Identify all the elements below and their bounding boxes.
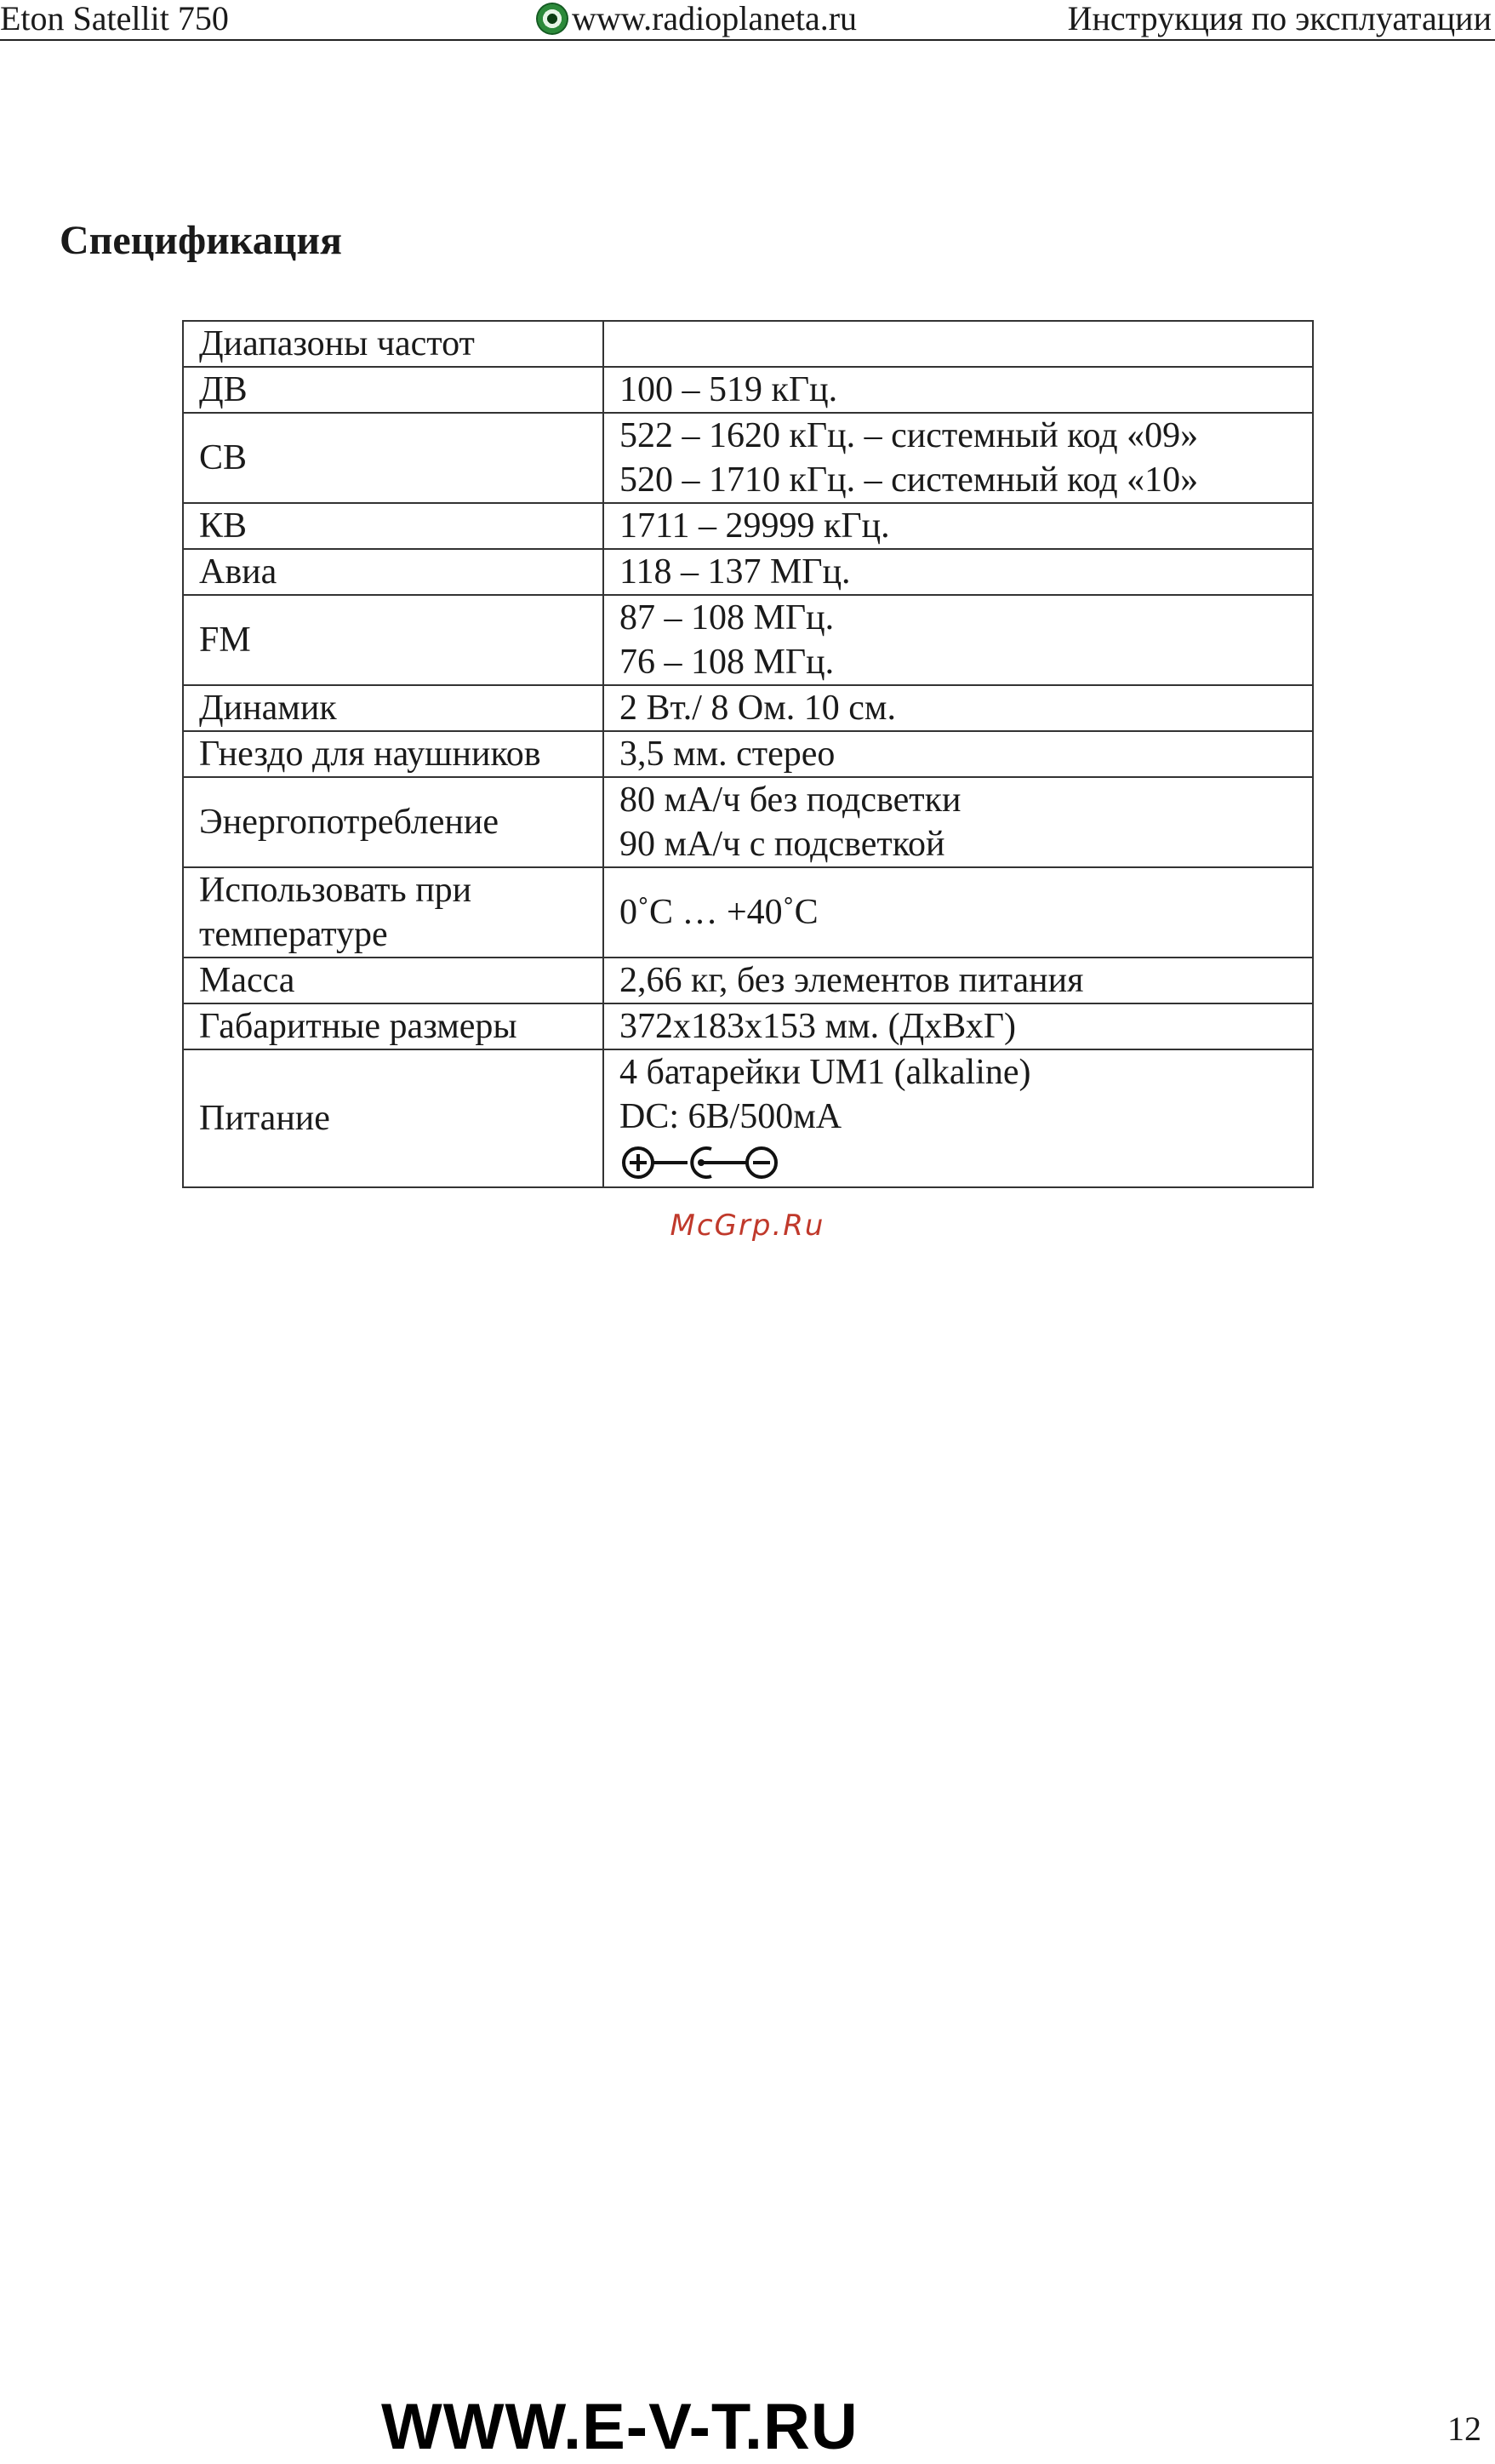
header-product-name: Eton Satellit 750 <box>0 0 229 37</box>
spec-value <box>603 503 1313 549</box>
spec-label: Диапазоны частот <box>183 321 603 367</box>
table-row <box>183 1049 1313 1187</box>
spec-value <box>603 367 1313 413</box>
spec-label: Авиа <box>183 549 603 595</box>
spec-value-line: 1711 – 29999 кГц. <box>619 506 890 546</box>
table-row <box>183 595 1313 685</box>
page-header <box>0 0 1495 41</box>
spec-value-line: 2 Вт./ 8 Ом. 10 см. <box>619 689 897 728</box>
section-title: Спецификация <box>60 218 343 263</box>
spec-value-line: 87 – 108 МГц. <box>619 598 835 637</box>
spec-label: Гнездо для наушников <box>183 731 603 777</box>
table-row <box>183 1003 1313 1049</box>
table-row <box>183 321 1313 367</box>
spec-value-line: 118 – 137 МГц. <box>619 552 851 592</box>
header-website[interactable] <box>536 0 857 37</box>
spec-value-line: 3,5 мм. стерео <box>619 735 836 774</box>
table-row <box>183 549 1313 595</box>
spec-value <box>603 867 1313 958</box>
spec-value <box>603 685 1313 731</box>
spec-value-line: 0˚C … +40˚C <box>619 893 819 932</box>
spec-value <box>603 549 1313 595</box>
spec-value <box>603 958 1313 1003</box>
spec-value-line: 372х183х153 мм. (ДхВхГ) <box>619 1007 1017 1046</box>
spec-value-line: 80 мА/ч без подсветки <box>619 780 961 820</box>
table-row <box>183 731 1313 777</box>
footer-website[interactable]: WWW.E-V-T.RU <box>381 2391 859 2463</box>
spec-value-line: 522 – 1620 кГц. – системный код «09» <box>619 416 1199 455</box>
spec-value <box>603 321 1313 367</box>
spec-label: ДВ <box>183 367 603 413</box>
table-row <box>183 685 1313 731</box>
spec-value <box>603 777 1313 867</box>
spec-label: FM <box>183 595 603 685</box>
table-row <box>183 503 1313 549</box>
radioplaneta-logo-icon <box>536 3 568 35</box>
page-number: 12 <box>1447 2410 1481 2448</box>
spec-value <box>603 1003 1313 1049</box>
spec-value-line: 76 – 108 МГц. <box>619 643 835 682</box>
specification-table <box>182 320 1314 1188</box>
spec-label: Использовать при температуре <box>183 867 603 958</box>
spec-label: Питание <box>183 1049 603 1187</box>
table-row <box>183 867 1313 958</box>
spec-label: Габаритные размеры <box>183 1003 603 1049</box>
dc-polarity-icon <box>619 1139 781 1186</box>
spec-value <box>603 595 1313 685</box>
table-row <box>183 413 1313 503</box>
header-doc-type: Инструкция по эксплуатации <box>1067 0 1492 37</box>
spec-label: СВ <box>183 413 603 503</box>
spec-label: Динамик <box>183 685 603 731</box>
spec-value <box>603 413 1313 503</box>
table-row <box>183 777 1313 867</box>
header-website-text[interactable]: www.radioplaneta.ru <box>572 0 858 37</box>
spec-value-line: 100 – 519 кГц. <box>619 370 838 409</box>
spec-label: КВ <box>183 503 603 549</box>
spec-value-line: 520 – 1710 кГц. – системный код «10» <box>619 460 1199 500</box>
table-row <box>183 367 1313 413</box>
table-row <box>183 958 1313 1003</box>
spec-value-line: 90 мА/ч с подсветкой <box>619 825 945 864</box>
spec-value <box>603 1049 1313 1187</box>
spec-label: Энергопотребление <box>183 777 603 867</box>
spec-value-line: DC: 6В/500мА <box>619 1097 842 1136</box>
spec-value <box>603 731 1313 777</box>
watermark-mcgrp: McGrp.Ru <box>670 1209 825 1243</box>
spec-label: Масса <box>183 958 603 1003</box>
spec-value-line: 2,66 кг, без элементов питания <box>619 961 1084 1000</box>
spec-value-line <box>619 322 1297 366</box>
spec-value-line: 4 батарейки UM1 (alkaline) <box>619 1053 1031 1092</box>
